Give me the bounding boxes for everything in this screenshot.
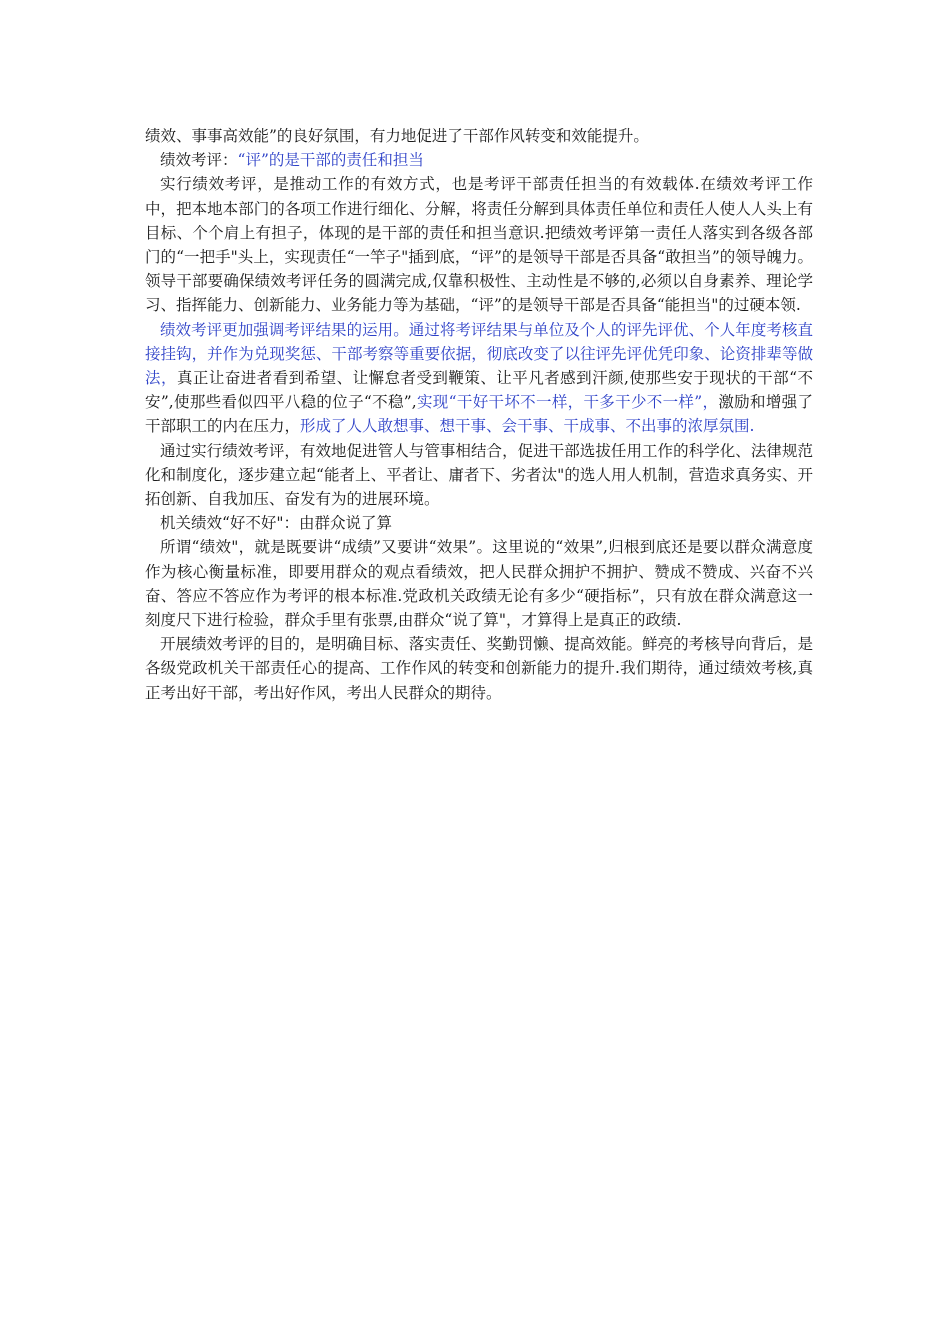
paragraph-7 <box>145 535 813 632</box>
paragraph-3 <box>145 172 813 317</box>
text-segment: 绩效、事事高效能”的良好氛围，有力地促进了干部作风转变和效能提升。 <box>145 127 649 145</box>
paragraph-5 <box>145 439 813 512</box>
highlighted-text: 形成了人人敢想事、想干事、会干事、干成事、不出事的浓厚氛围. <box>300 417 755 436</box>
text-segment: 绩效考评： <box>160 151 238 170</box>
highlighted-text: “评”的是干部的责任和担当 <box>237 151 424 170</box>
text-segment: 通过实行绩效考评，有效地促进管人与管事相结合，促进干部选拔任用工作的科学化、法律规范化和制度化，逐步建立起“能者上、平者让、庸者下、劣者汰"的选人用人机制，营造求真务实、开拓创新、自我加压、奋发有为的进展环境。 <box>145 441 813 509</box>
text-segment: 激励和增强了干部职工的内在压力， <box>145 393 813 436</box>
text-segment: 所谓“绩效"，就是既要讲“成绩”又要讲“效果”。这里说的“效果”,归根到底还是要以群众满意度作为核心衡量标准，即要用群众的观点看绩效，把人民群众拥护不拥护、赞成不赞成、兴奋不兴奋、答应不答应作为考评的根本标准.党政机关政绩无论有多少“硬指标”，只有放在群众满意这一刻度尺下进行检验，群众手里有张票,由群众“说了算"，才算得上是真正的政绩. <box>145 538 813 630</box>
document-body <box>145 124 813 705</box>
text-segment: 真正让奋进者看到希望、让懈怠者受到鞭策、让平凡者感到汗颜,使那些安于现状的干部“不安”,使那些看似四平八稳的位子“不稳”, <box>145 369 813 412</box>
section-heading-masses <box>145 511 813 535</box>
paragraph-1 <box>145 124 813 148</box>
text-segment: 实行绩效考评，是推动工作的有效方式，也是考评干部责任担当的有效载体.在绩效考评工作中，把本地本部门的各项工作进行细化、分解，将责任分解到具体责任单位和责任人使人人头上有目标、个个肩上有担子，体现的是干部的责任和担当意识.把绩效考评第一责任人落实到各级各部门的“一把手"头上，实现责任“一竿子"插到底，“评”的是领导干部是否具备“敢担当”的领导魄力。领导干部要确保绩效考评任务的圆满完成,仅靠积极性、主动性是不够的,必须以自身素养、理论学习、指挥能力、创新能力、业务能力等为基础，“评”的是领导干部是否具备“能担当"的过硬本领. <box>145 175 813 315</box>
text-segment: 开展绩效考评的目的，是明确目标、落实责任、奖勤罚懒、提高效能。鲜亮的考核导向背后，是各级党政机关干部责任心的提高、工作作风的转变和创新能力的提升.我们期待，通过绩效考核,真正考出好干部，考出好作风，考出人民群众的期待。 <box>145 635 813 702</box>
highlighted-text: 实现“干好干坏不一样，干多干少不一样”， <box>416 393 719 412</box>
paragraph-8 <box>145 632 813 705</box>
text-segment: 机关绩效“好不好"：由群众说了算 <box>160 514 393 533</box>
section-heading-responsibility <box>145 148 813 172</box>
paragraph-4 <box>145 318 813 439</box>
highlighted-text: 绩效考评更加强调考评结果的运用。通过将考评结果与单位及个人的评先评优、个人年度考核直接挂钩，并作为兑现奖惩、干部考察等重要依据，彻底改变了以往评先评优凭印象、论资排辈等做法， <box>145 320 813 388</box>
